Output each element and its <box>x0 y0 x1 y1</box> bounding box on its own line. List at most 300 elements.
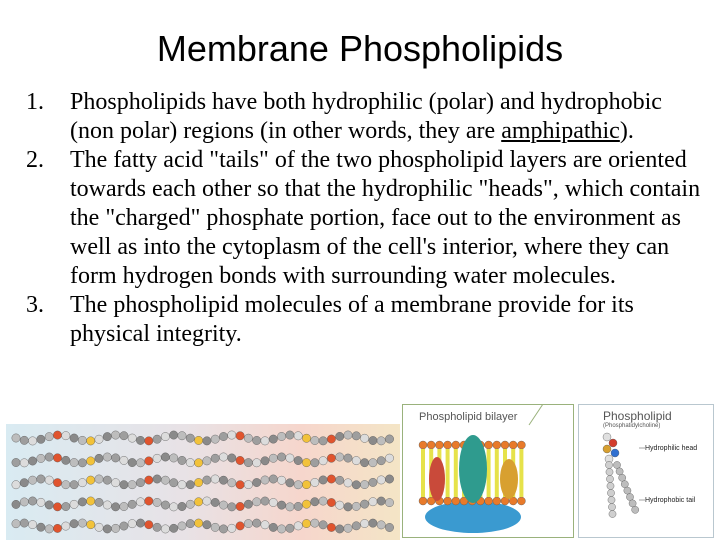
stack-atom <box>203 437 211 445</box>
stack-atom <box>194 436 202 444</box>
stack-atom <box>369 459 377 467</box>
stack-atom <box>194 478 202 486</box>
stack-atom <box>269 475 277 483</box>
stack-atom <box>95 475 103 483</box>
stack-atom <box>45 501 53 509</box>
stack-atom <box>28 520 36 528</box>
stack-atom <box>20 498 28 506</box>
outer-head <box>419 441 427 449</box>
phospholipid-title: Phospholipid <box>603 409 672 423</box>
stack-atom <box>62 456 70 464</box>
stack-atom <box>20 436 28 444</box>
inner-head <box>517 497 525 505</box>
stack-atom <box>153 454 161 462</box>
stack-atom <box>70 434 78 442</box>
tail-atom <box>607 482 614 489</box>
stack-atom <box>95 523 103 531</box>
list-item-1 <box>26 88 706 146</box>
phospholipid-diagram <box>578 404 714 538</box>
stack-atom <box>170 431 178 439</box>
stack-atom <box>385 435 393 443</box>
lipid-tail <box>495 449 499 497</box>
stack-atom <box>178 502 186 510</box>
hydrophobic-tail-label: Hydrophobic tail <box>645 497 696 504</box>
stack-atom <box>128 480 136 488</box>
stack-atom <box>269 523 277 531</box>
stack-atom <box>336 525 344 533</box>
stack-atom <box>327 475 335 483</box>
channel-protein <box>429 457 445 501</box>
lipid-tail <box>446 449 450 497</box>
list-item-text: The fatty acid "tails" of the two phospholipid layers are oriented towards each other so that the hydrophilic "heads", which contain the "charged" phosphate portion, face out to the environment as well as into the cytoplasm of the cell's interior, where they can form hydrogen bonds with surrounding water molecules. <box>70 147 701 289</box>
stack-atom <box>12 434 20 442</box>
stack-atom <box>236 502 244 510</box>
stack-atom <box>95 454 103 462</box>
stack-atom <box>228 479 236 487</box>
stack-atom <box>12 500 20 508</box>
stack-atom <box>352 522 360 530</box>
stack-atom <box>236 456 244 464</box>
stack-atom <box>203 476 211 484</box>
phospholipid-subtitle: (Phosphatidylcholine) <box>603 423 661 429</box>
stack-atom <box>20 479 28 487</box>
amphipathic-term: amphipathic <box>501 118 620 144</box>
stack-atom <box>336 501 344 509</box>
stack-atom <box>120 432 128 440</box>
tail-atom <box>605 461 612 468</box>
tail-atom <box>632 506 639 513</box>
stack-atom <box>311 459 319 467</box>
stack-atom <box>360 480 368 488</box>
stack-atom <box>178 456 186 464</box>
stack-atom <box>45 476 53 484</box>
numbered-list <box>26 88 706 349</box>
stack-atom <box>377 521 385 529</box>
stack-atom <box>161 501 169 509</box>
stack-atom <box>12 520 20 528</box>
stack-atom <box>87 520 95 528</box>
stack-atom <box>377 497 385 505</box>
tail-atom <box>606 468 613 475</box>
stack-atom <box>286 431 294 439</box>
stack-atom <box>62 522 70 530</box>
stack-atom <box>28 437 36 445</box>
stack-atom <box>244 500 252 508</box>
stack-atom <box>369 478 377 486</box>
stack-atom <box>153 498 161 506</box>
stack-atom <box>360 519 368 527</box>
stack-atom <box>78 436 86 444</box>
stack-atom <box>111 454 119 462</box>
stack-atom <box>286 503 294 511</box>
stack-atom <box>120 481 128 489</box>
stack-atom <box>344 479 352 487</box>
bilayer-illustration <box>402 404 574 538</box>
stack-atom <box>269 454 277 462</box>
stack-atom <box>20 459 28 467</box>
stack-atom <box>253 519 261 527</box>
stack-atom <box>311 498 319 506</box>
list-number: 3. <box>26 292 44 318</box>
stack-atom <box>219 453 227 461</box>
stack-atom <box>277 525 285 533</box>
stack-atom <box>170 503 178 511</box>
lipid-tail <box>421 449 425 497</box>
stack-atom <box>327 435 335 443</box>
stack-atom <box>219 476 227 484</box>
stack-atom <box>186 480 194 488</box>
stack-atom <box>145 476 153 484</box>
stack-atom <box>311 478 319 486</box>
tail-atom <box>624 487 631 494</box>
stack-atom <box>161 525 169 533</box>
tail-atom <box>607 489 614 496</box>
tail-atom <box>619 474 626 481</box>
bilayer-label: Phospholipid bilayer <box>419 411 518 423</box>
stack-atom <box>53 478 61 486</box>
stack-atom <box>78 478 86 486</box>
stack-atom <box>62 431 70 439</box>
phospholipid-svg <box>579 405 713 537</box>
stack-atom <box>244 458 252 466</box>
stack-atom <box>211 454 219 462</box>
stack-atom <box>219 432 227 440</box>
outer-head <box>501 441 509 449</box>
stack-atom <box>136 498 144 506</box>
tail-atom <box>621 481 628 488</box>
stack-atom <box>261 476 269 484</box>
stack-atom <box>78 459 86 467</box>
stack-atom <box>62 480 70 488</box>
stack-atom <box>87 457 95 465</box>
stack-atom <box>369 519 377 527</box>
tail-atom <box>626 493 633 500</box>
stack-atom <box>111 503 119 511</box>
tail-atom <box>606 475 613 482</box>
stack-atom <box>186 434 194 442</box>
stack-atom <box>178 522 186 530</box>
stack-atom <box>302 500 310 508</box>
stack-atom <box>120 522 128 530</box>
stack-atom <box>70 458 78 466</box>
tail-atom <box>616 468 623 475</box>
stack-atom <box>352 432 360 440</box>
stack-atom <box>261 437 269 445</box>
stack-atom <box>28 457 36 465</box>
head-atom <box>603 433 611 441</box>
stack-atom <box>95 498 103 506</box>
stack-atom <box>377 476 385 484</box>
outer-head <box>444 441 452 449</box>
stack-atom <box>336 476 344 484</box>
stack-atom <box>352 502 360 510</box>
stack-atom <box>103 432 111 440</box>
stack-atom <box>244 480 252 488</box>
stack-atom <box>203 521 211 529</box>
stack-atom <box>128 519 136 527</box>
stack-atom <box>161 432 169 440</box>
stack-atom <box>344 431 352 439</box>
outer-head <box>427 441 435 449</box>
stack-atom <box>352 481 360 489</box>
stack-atom <box>161 453 169 461</box>
stack-atom <box>178 481 186 489</box>
stack-atom <box>228 524 236 532</box>
stack-atom <box>327 523 335 531</box>
membrane-protein <box>459 435 487 503</box>
stack-atom <box>244 519 252 527</box>
stack-atom <box>186 458 194 466</box>
stack-atom <box>228 431 236 439</box>
slide-title: Membrane Phospholipids <box>156 28 564 69</box>
stack-atom <box>28 497 36 505</box>
stack-atom <box>145 457 153 465</box>
stack-atom <box>53 503 61 511</box>
stack-atom <box>12 481 20 489</box>
stack-atom <box>269 435 277 443</box>
stack-atom <box>253 478 261 486</box>
stack-atom <box>170 479 178 487</box>
stack-atom <box>286 479 294 487</box>
list-number: 2. <box>26 147 44 173</box>
inner-head <box>452 497 460 505</box>
stack-atom <box>253 498 261 506</box>
stack-atom <box>319 521 327 529</box>
stack-atom <box>319 497 327 505</box>
list-item-text-end: ). <box>619 118 634 144</box>
lipid-tail <box>487 449 491 497</box>
stack-atom <box>385 475 393 483</box>
stack-atom <box>369 436 377 444</box>
stack-atom <box>153 435 161 443</box>
head-atom <box>609 439 617 447</box>
stack-atom <box>45 453 53 461</box>
stack-atom <box>178 432 186 440</box>
lipid-tail <box>454 449 458 497</box>
stack-atom <box>327 498 335 506</box>
stack-atom <box>37 435 45 443</box>
stack-atom <box>344 454 352 462</box>
stack-atom <box>336 453 344 461</box>
stack-atom <box>37 475 45 483</box>
stack-atom <box>319 476 327 484</box>
stack-atom <box>385 454 393 462</box>
phospholipid-stack-illustration <box>6 424 400 540</box>
head-atom <box>611 449 619 457</box>
bilayer-svg <box>403 405 573 537</box>
stack-atom <box>145 520 153 528</box>
stack-atom <box>45 432 53 440</box>
stack-atom <box>136 436 144 444</box>
phospholipid-stack-svg <box>6 424 400 540</box>
stack-atom <box>128 434 136 442</box>
lipid-tail <box>519 449 523 497</box>
outer-head <box>452 441 460 449</box>
stack-atom <box>302 434 310 442</box>
stack-atom <box>302 519 310 527</box>
stack-atom <box>45 525 53 533</box>
stack-atom <box>319 457 327 465</box>
stack-atom <box>360 500 368 508</box>
stack-atom <box>37 498 45 506</box>
stack-atom <box>327 454 335 462</box>
stack-atom <box>294 481 302 489</box>
stack-atom <box>294 456 302 464</box>
stack-atom <box>277 501 285 509</box>
stack-atom <box>120 456 128 464</box>
outer-head <box>485 441 493 449</box>
stack-atom <box>211 498 219 506</box>
stack-atom <box>244 434 252 442</box>
stack-atom <box>128 458 136 466</box>
stack-atom <box>136 478 144 486</box>
stack-atom <box>37 454 45 462</box>
stack-atom <box>277 453 285 461</box>
inner-head <box>493 497 501 505</box>
stack-atom <box>70 519 78 527</box>
stack-atom <box>369 498 377 506</box>
stack-atom <box>153 475 161 483</box>
stack-atom <box>253 459 261 467</box>
stack-atom <box>311 519 319 527</box>
stack-atom <box>194 519 202 527</box>
stack-atom <box>20 519 28 527</box>
stack-atom <box>170 454 178 462</box>
list-number: 1. <box>26 89 44 115</box>
stack-atom <box>352 456 360 464</box>
stack-atom <box>103 476 111 484</box>
outer-head <box>435 441 443 449</box>
stack-atom <box>385 498 393 506</box>
stack-atom <box>128 500 136 508</box>
stack-atom <box>87 437 95 445</box>
cytoplasm-shape <box>425 501 521 533</box>
stack-atom <box>219 501 227 509</box>
tail-atom <box>629 500 636 507</box>
stack-atom <box>70 500 78 508</box>
stack-atom <box>78 498 86 506</box>
stack-atom <box>211 475 219 483</box>
stack-atom <box>111 431 119 439</box>
stack-atom <box>153 523 161 531</box>
stack-atom <box>286 454 294 462</box>
stack-atom <box>161 476 169 484</box>
transport-protein <box>500 459 518 499</box>
stack-atom <box>261 521 269 529</box>
stack-atom <box>53 454 61 462</box>
tail-atom <box>608 496 615 503</box>
list-item-text: The phospholipid molecules of a membrane provide for its physical integrity. <box>70 292 634 347</box>
inner-head <box>485 497 493 505</box>
stack-atom <box>277 476 285 484</box>
stack-atom <box>261 497 269 505</box>
stack-atom <box>294 432 302 440</box>
stack-atom <box>269 498 277 506</box>
stack-atom <box>344 503 352 511</box>
stack-atom <box>111 524 119 532</box>
stack-atom <box>78 519 86 527</box>
stack-atom <box>194 459 202 467</box>
stack-atom <box>377 437 385 445</box>
stack-atom <box>103 525 111 533</box>
stack-atom <box>219 525 227 533</box>
stack-atom <box>87 476 95 484</box>
stack-atom <box>194 498 202 506</box>
list-item-text: Phospholipids have both hydrophilic (polar) and hydrophobic (non polar) regions (in other words, they are <box>70 89 662 144</box>
stack-atom <box>261 457 269 465</box>
stack-atom <box>170 524 178 532</box>
stack-atom <box>28 476 36 484</box>
stack-atom <box>186 500 194 508</box>
inner-head <box>419 497 427 505</box>
list-item-2 <box>26 146 706 291</box>
stack-atom <box>53 431 61 439</box>
stack-atom <box>302 458 310 466</box>
stack-atom <box>62 502 70 510</box>
tail-atom <box>613 461 620 468</box>
stack-atom <box>203 457 211 465</box>
stack-atom <box>236 522 244 530</box>
stack-atom <box>37 523 45 531</box>
stack-atom <box>136 459 144 467</box>
stack-atom <box>294 522 302 530</box>
stack-atom <box>277 432 285 440</box>
stack-atom <box>145 497 153 505</box>
outer-head <box>493 441 501 449</box>
stack-atom <box>120 502 128 510</box>
stack-atom <box>294 502 302 510</box>
stack-atom <box>211 435 219 443</box>
stack-atom <box>253 436 261 444</box>
stack-atom <box>336 432 344 440</box>
stack-atom <box>228 454 236 462</box>
stack-atom <box>319 437 327 445</box>
stack-atom <box>103 453 111 461</box>
stack-atom <box>203 497 211 505</box>
stack-atom <box>103 501 111 509</box>
stack-atom <box>236 481 244 489</box>
stack-atom <box>228 503 236 511</box>
stack-atom <box>12 458 20 466</box>
tail-atom <box>608 503 615 510</box>
stack-atom <box>136 519 144 527</box>
stack-atom <box>186 519 194 527</box>
outer-head <box>517 441 525 449</box>
stack-atom <box>302 480 310 488</box>
stack-atom <box>211 523 219 531</box>
stack-atom <box>145 437 153 445</box>
stack-atom <box>53 524 61 532</box>
outer-head <box>509 441 517 449</box>
hydrophilic-head-label: Hydrophilic head <box>645 445 698 452</box>
stack-atom <box>311 436 319 444</box>
inner-head <box>444 497 452 505</box>
list-item-3 <box>26 291 706 349</box>
tail-atom <box>609 510 616 517</box>
stack-atom <box>236 432 244 440</box>
stack-atom <box>377 457 385 465</box>
stack-atom <box>286 524 294 532</box>
head-atom <box>603 445 611 453</box>
stack-atom <box>87 497 95 505</box>
stack-atom <box>344 524 352 532</box>
stack-atom <box>70 481 78 489</box>
stack-atom <box>385 523 393 531</box>
stack-atom <box>95 435 103 443</box>
stack-atom <box>360 434 368 442</box>
stack-atom <box>360 458 368 466</box>
stack-atom <box>111 478 119 486</box>
